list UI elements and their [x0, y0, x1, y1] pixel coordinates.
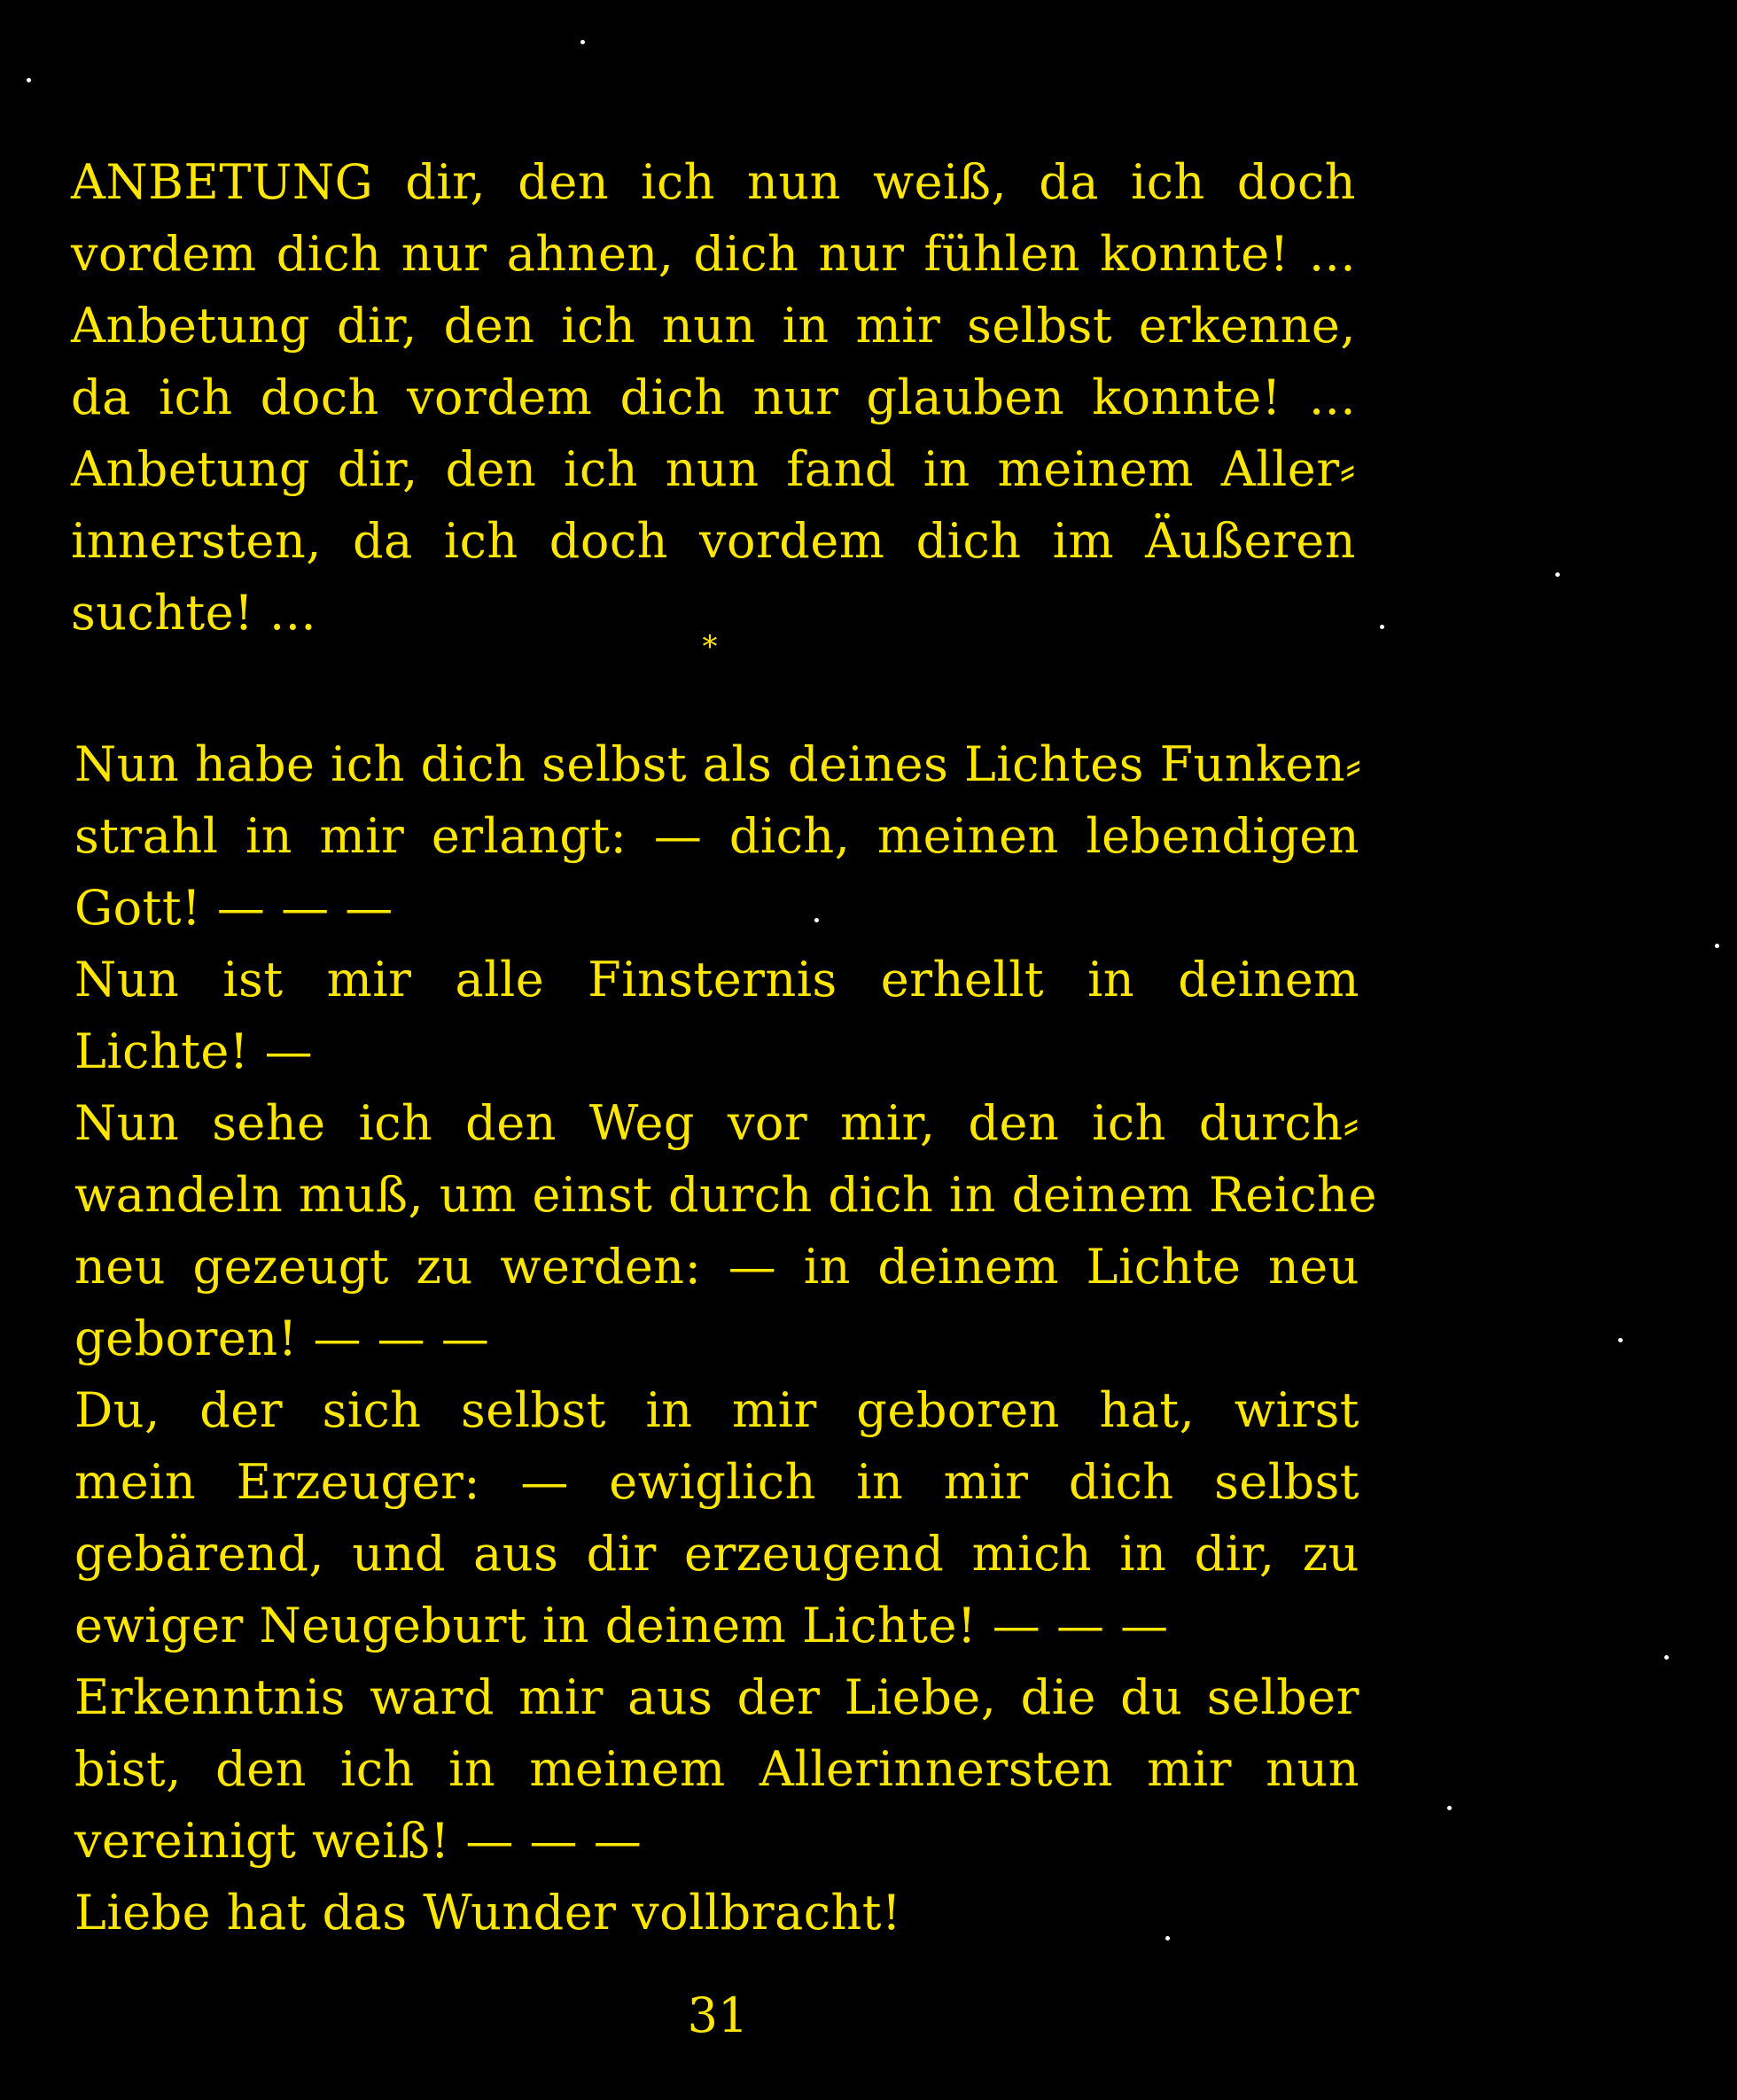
page-number: 31: [687, 1987, 749, 2043]
text-line: Nun ist mir alle Finsternis erhellt in deinem: [74, 952, 1359, 1007]
scan-speck: [580, 40, 585, 44]
text-line: neu gezeugt zu werden: — in deinem Lichte neu: [74, 1239, 1359, 1295]
scan-speck: [1555, 572, 1560, 577]
scan-speck: [1664, 1655, 1669, 1660]
text-line: Erkenntnis ward mir aus der Liebe, die du selber: [74, 1669, 1359, 1725]
text-line: vereinigt weiß! — — —: [74, 1813, 643, 1869]
text-line: ewiger Neugeburt in deinem Lichte! — — —: [74, 1598, 1169, 1653]
scan-speck: [1447, 1806, 1452, 1810]
text-line: geboren! — — —: [74, 1311, 490, 1366]
text-line: wandeln muß, um einst durch dich in deinem Reiche: [74, 1167, 1377, 1223]
scan-speck: [1618, 1338, 1623, 1342]
text-line: gebärend, und aus dir erzeugend mich in dir, zu: [74, 1526, 1359, 1582]
text-line: Nun sehe ich den Weg vor mir, den ich durch⸗: [74, 1095, 1359, 1151]
text-line: suchte! ...: [71, 585, 317, 641]
text-line: Liebe hat das Wunder vollbracht!: [74, 1885, 902, 1941]
scan-speck: [1380, 625, 1384, 629]
scan-speck: [1715, 944, 1719, 948]
text-line: innersten, da ich doch vordem dich im Äußeren: [71, 513, 1356, 569]
scan-speck: [27, 78, 31, 82]
text-line: Anbetung dir, den ich nun fand in meinem Aller⸗: [71, 441, 1356, 497]
text-line: Du, der sich selbst in mir geboren hat, wirst: [74, 1382, 1359, 1438]
text-line: Gott! — — —: [74, 880, 393, 936]
text-line: Anbetung dir, den ich nun in mir selbst erkenne,: [71, 298, 1356, 354]
text-line: Lichte! —: [74, 1023, 314, 1079]
text-line: vordem dich nur ahnen, dich nur fühlen konnte! ...: [71, 226, 1356, 282]
text-line: ANBETUNG dir, den ich nun weiß, da ich doch: [71, 154, 1356, 210]
text-line: mein Erzeuger: — ewiglich in mir dich selbst: [74, 1454, 1359, 1510]
text-line: bist, den ich in meinem Allerinnersten mir nun: [74, 1741, 1359, 1797]
scan-speck: [814, 918, 819, 922]
text-line: strahl in mir erlangt: — dich, meinen lebendigen: [74, 808, 1359, 864]
scan-speck: [1165, 1936, 1170, 1941]
text-line: da ich doch vordem dich nur glauben konnte! ...: [71, 369, 1356, 425]
section-separator-asterisk: *: [702, 629, 718, 665]
text-line: Nun habe ich dich selbst als deines Lichtes Funken⸗: [74, 736, 1362, 792]
